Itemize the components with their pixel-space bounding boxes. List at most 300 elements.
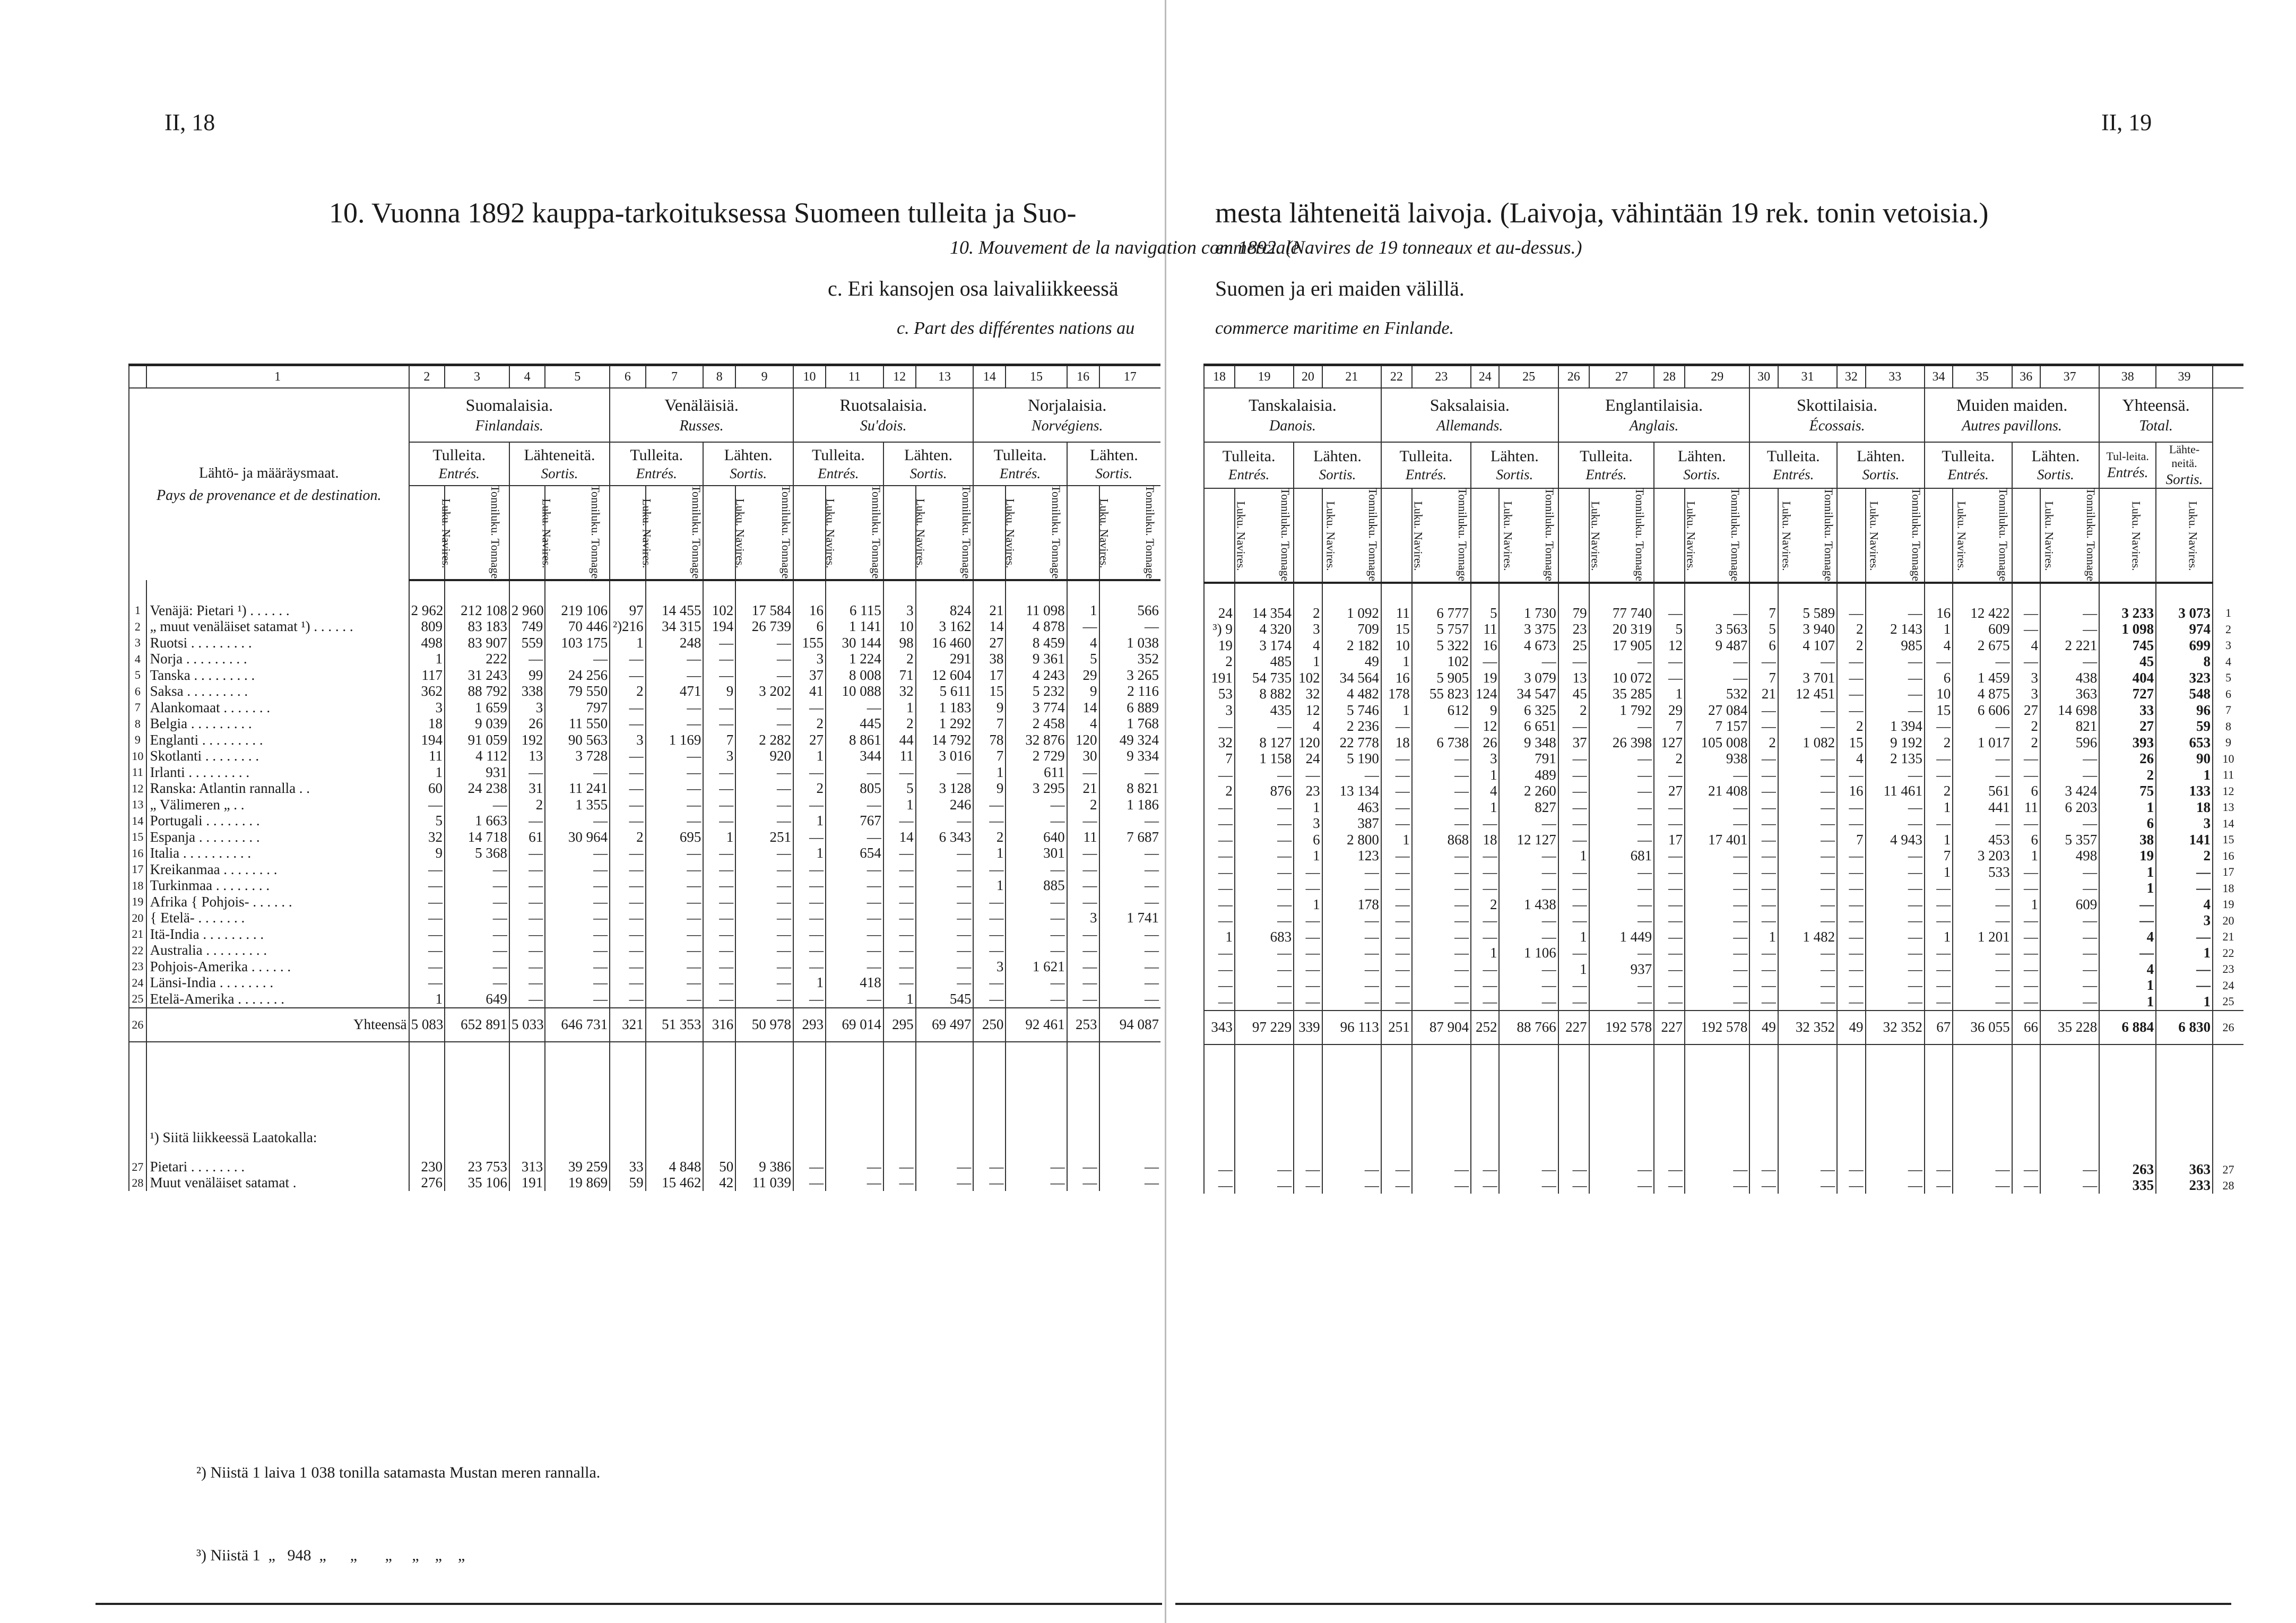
value-cell: 3 174 xyxy=(1235,637,1294,654)
nation-3 xyxy=(973,388,1160,442)
value-cell: 24 256 xyxy=(545,667,610,684)
value-cell: 1 xyxy=(2099,799,2156,816)
sub-tons xyxy=(2156,488,2213,583)
value-cell: 194 xyxy=(409,732,445,748)
value-cell: 1 xyxy=(1925,799,1953,816)
blank-cell xyxy=(646,1042,704,1117)
row-number: 16 xyxy=(129,845,146,862)
col-num-32: 32 xyxy=(1837,365,1865,389)
value-cell: 609 xyxy=(1953,621,2012,638)
value-cell: — xyxy=(1654,799,1685,816)
value-cell: — xyxy=(1589,719,1654,735)
value-cell: — xyxy=(826,700,883,716)
value-cell: 566 xyxy=(1099,602,1160,619)
value-cell: 1 xyxy=(703,829,735,845)
value-cell: — xyxy=(2012,816,2040,832)
value-cell: — xyxy=(445,910,509,927)
value-cell: 561 xyxy=(1953,783,2012,800)
statistics-table-right xyxy=(1203,364,2243,1194)
value-cell: 2 800 xyxy=(1322,832,1381,848)
total-cell: 51 353 xyxy=(646,1008,704,1042)
value-cell: 612 xyxy=(1412,702,1471,719)
blank-cell xyxy=(1837,1044,1865,1119)
value-cell: — xyxy=(793,829,826,845)
row-label: Etelä-Amerika . . . . . . . xyxy=(146,991,409,1008)
value-cell: — xyxy=(1589,767,1654,783)
value-cell: — xyxy=(1685,799,1749,816)
value-cell: 10 xyxy=(1381,637,1412,654)
nation-3-fi: Norjalaisia. xyxy=(1028,395,1107,415)
sub-count-label: Luku. Navires. xyxy=(1234,501,1248,571)
value-cell: 4 112 xyxy=(445,748,509,765)
value-cell: 9 361 xyxy=(1006,651,1067,668)
row-label: Norja . . . . . . . . . xyxy=(146,651,409,668)
value-cell: 2 282 xyxy=(735,732,793,748)
value-cell: 11 xyxy=(1381,605,1412,621)
value-cell: — xyxy=(1558,654,1589,670)
value-cell: — xyxy=(1499,880,1558,897)
value-cell: 1 730 xyxy=(1499,605,1558,621)
gap-cell xyxy=(1294,583,1322,605)
value-cell: — xyxy=(2040,767,2099,783)
value-cell: — xyxy=(1471,848,1499,865)
value-cell: — xyxy=(826,894,883,910)
nation-5-fr: Allemands. xyxy=(1436,417,1503,434)
sub-count xyxy=(509,486,553,580)
value-cell: 4 875 xyxy=(1953,686,2012,703)
value-cell: — xyxy=(793,878,826,894)
col-num-39: 39 xyxy=(2156,365,2213,389)
value-cell: — xyxy=(1558,767,1589,783)
value-cell: 18 xyxy=(1381,735,1412,751)
dir-out-5-fr: Sortis. xyxy=(1496,467,1533,483)
value-cell: 6 xyxy=(2012,783,2040,800)
dir-in-7-fi: Tulleita. xyxy=(1766,447,1820,465)
nation-7-fr: Écossais. xyxy=(1809,417,1865,434)
value-cell: 26 398 xyxy=(1589,735,1654,751)
sub-count xyxy=(1204,488,1248,583)
value-cell: — xyxy=(916,926,974,943)
value-cell: — xyxy=(735,845,793,862)
dir-out-2-fr: Sortis. xyxy=(909,465,947,481)
value-cell: 1 xyxy=(1067,602,1099,619)
value-cell: 805 xyxy=(826,781,883,797)
value-cell: 1 768 xyxy=(1099,716,1160,732)
value-cell: — xyxy=(610,667,645,684)
value-cell: 4 243 xyxy=(1006,667,1067,684)
value-cell: 2 xyxy=(1837,621,1865,638)
value-cell: — xyxy=(1654,929,1685,945)
col-num-1: 1 xyxy=(146,365,409,389)
value-cell: — xyxy=(1778,783,1837,800)
nation-7 xyxy=(1749,388,1924,442)
nation-8 xyxy=(1925,388,2099,442)
value-cell: 10 072 xyxy=(1589,670,1654,686)
value-cell: 21 xyxy=(1067,781,1099,797)
col-num-29: 29 xyxy=(1685,365,1749,389)
value-cell: 14 718 xyxy=(445,829,509,845)
value-cell: 32 876 xyxy=(1006,732,1067,748)
value-cell: 230 xyxy=(409,1159,445,1175)
blank-cell xyxy=(973,1117,1006,1159)
value-cell: — xyxy=(703,635,735,651)
value-cell: — xyxy=(703,764,735,781)
value-cell: 55 823 xyxy=(1412,686,1471,703)
value-cell: — xyxy=(409,910,445,927)
value-cell: 12 xyxy=(1471,719,1499,735)
table-row xyxy=(129,943,1160,959)
value-cell: — xyxy=(1381,767,1412,783)
total-cell: 253 xyxy=(1067,1008,1099,1042)
value-cell: — xyxy=(646,764,704,781)
dir-out-total-fi: Lähte-neitä. xyxy=(2169,443,2200,470)
value-cell: 1 xyxy=(2156,767,2213,783)
col-num-4: 4 xyxy=(509,365,545,389)
value-cell: 44 xyxy=(883,732,916,748)
nation-6 xyxy=(1558,388,1750,442)
value-cell: — xyxy=(1589,913,1654,929)
value-cell: 11 039 xyxy=(735,1175,793,1191)
value-cell: 83 907 xyxy=(445,635,509,651)
value-cell: — xyxy=(1412,1162,1471,1178)
value-cell: 387 xyxy=(1322,816,1381,832)
value-cell: — xyxy=(445,926,509,943)
table-row xyxy=(129,878,1160,894)
value-cell: 37 xyxy=(1558,735,1589,751)
value-cell: 1 xyxy=(2099,978,2156,994)
value-cell: 124 xyxy=(1471,686,1499,703)
dir-out-6-fi: Lähten. xyxy=(1677,447,1726,465)
value-cell: — xyxy=(1749,913,1778,929)
row-number: 8 xyxy=(2213,719,2243,735)
value-cell: — xyxy=(1925,994,1953,1011)
value-cell: — xyxy=(610,748,645,765)
value-cell: 32 xyxy=(883,684,916,700)
value-cell: — xyxy=(1925,654,1953,670)
value-cell: — xyxy=(1749,1178,1778,1194)
value-cell: 1 xyxy=(1558,929,1589,945)
value-cell: 14 354 xyxy=(1235,605,1294,621)
value-cell: — xyxy=(610,926,645,943)
value-cell: 32 xyxy=(1294,686,1322,703)
gap-cell xyxy=(2040,583,2099,605)
sub-tons-label: Tonniluku. Tonnage. xyxy=(488,485,502,582)
value-cell: 3 xyxy=(883,602,916,619)
value-cell: — xyxy=(1322,913,1381,929)
value-cell: — xyxy=(973,813,1006,830)
value-cell: 30 144 xyxy=(826,635,883,651)
value-cell: 876 xyxy=(1235,783,1294,800)
value-cell: — xyxy=(509,959,545,975)
value-cell: 16 xyxy=(793,602,826,619)
value-cell: 38 xyxy=(2099,832,2156,848)
nation-9-fr: Total. xyxy=(2139,417,2173,434)
value-cell: — xyxy=(1412,799,1471,816)
sub-count-label: Luku. Navires. xyxy=(1097,498,1111,568)
value-cell: — xyxy=(1866,978,1925,994)
table-row xyxy=(129,797,1160,813)
col-num-blank xyxy=(129,365,146,389)
value-cell: 3 203 xyxy=(1953,848,2012,865)
value-cell: — xyxy=(545,845,610,862)
value-cell: — xyxy=(445,959,509,975)
value-cell: 6 115 xyxy=(826,602,883,619)
value-cell: — xyxy=(1778,654,1837,670)
table-row xyxy=(1204,978,2243,994)
value-cell: — xyxy=(1235,816,1294,832)
value-cell: — xyxy=(1778,767,1837,783)
value-cell: 14 455 xyxy=(646,602,704,619)
gap-cell xyxy=(1499,583,1558,605)
value-cell: — xyxy=(1204,896,1235,913)
sub-count-label: Luku. Navires. xyxy=(1955,501,1969,571)
value-cell: 16 xyxy=(1837,783,1865,800)
value-cell: — xyxy=(1749,702,1778,719)
col-num-37: 37 xyxy=(2040,365,2099,389)
gap-cell xyxy=(916,580,974,602)
value-cell: — xyxy=(735,781,793,797)
value-cell: 1 621 xyxy=(1006,959,1067,975)
value-cell: 362 xyxy=(409,684,445,700)
gap-cell xyxy=(1925,583,1953,605)
row-number: 28 xyxy=(129,1175,146,1191)
value-cell: 352 xyxy=(1099,651,1160,668)
value-cell: — xyxy=(1925,1178,1953,1194)
row-number: 17 xyxy=(129,861,146,878)
row-number: 24 xyxy=(129,975,146,991)
value-cell: — xyxy=(1778,1178,1837,1194)
sub-tons-label: Tonniluku. Tonnage. xyxy=(1050,485,1063,582)
table-row xyxy=(1204,637,2243,654)
value-cell: — xyxy=(973,894,1006,910)
value-cell: — xyxy=(646,861,704,878)
value-cell: 6 xyxy=(1925,670,1953,686)
col-num-19: 19 xyxy=(1235,365,1294,389)
value-cell: 4 xyxy=(1925,637,1953,654)
value-cell: — xyxy=(1067,1159,1099,1175)
value-cell: — xyxy=(409,959,445,975)
value-cell: — xyxy=(973,910,1006,927)
table-row xyxy=(1204,832,2243,848)
row-label: Portugali . . . . . . . . xyxy=(146,813,409,830)
value-cell: 7 xyxy=(1925,848,1953,865)
value-cell: — xyxy=(1685,929,1749,945)
value-cell: 19 xyxy=(1471,670,1499,686)
value-cell: — xyxy=(1953,913,2012,929)
blank-cell xyxy=(793,1042,826,1117)
value-cell: — xyxy=(703,700,735,716)
value-cell: 1 438 xyxy=(1499,896,1558,913)
sub-count xyxy=(1294,488,1338,583)
value-cell: 338 xyxy=(509,684,545,700)
value-cell: 3 xyxy=(2012,686,2040,703)
dir-in-4-fr: Entrés. xyxy=(1228,467,1270,483)
sub-tons-label: Tonniluku. Tonnage. xyxy=(779,485,793,582)
value-cell: 1 092 xyxy=(1322,605,1381,621)
value-cell: — xyxy=(1067,764,1099,781)
row-label: „ muut venäläiset satamat ¹) . . . . . . xyxy=(146,619,409,635)
value-cell: — xyxy=(1381,880,1412,897)
value-cell: 276 xyxy=(409,1175,445,1191)
sub-tons-label: Tonniluku. Tonnage. xyxy=(1822,488,1835,585)
value-cell: 2 729 xyxy=(1006,748,1067,765)
value-cell: 12 xyxy=(1294,702,1322,719)
value-cell: 1 xyxy=(973,845,1006,862)
value-cell: — xyxy=(1204,913,1235,929)
value-cell: 683 xyxy=(1235,929,1294,945)
value-cell: 1 394 xyxy=(1866,719,1925,735)
nation-1 xyxy=(610,388,793,442)
value-cell: 709 xyxy=(1322,621,1381,638)
value-cell: — xyxy=(1006,991,1067,1008)
value-cell: 609 xyxy=(2040,896,2099,913)
dir-out-7-fi: Lähten. xyxy=(1857,447,1905,465)
col-num-9: 9 xyxy=(735,365,793,389)
value-cell: — xyxy=(1749,751,1778,767)
value-cell: 194 xyxy=(703,619,735,635)
value-cell: — xyxy=(1866,848,1925,865)
value-cell: 2 236 xyxy=(1322,719,1381,735)
value-cell: 4 107 xyxy=(1778,637,1837,654)
value-cell: 29 xyxy=(1067,667,1099,684)
table-row xyxy=(129,602,1160,619)
value-cell: 1 xyxy=(883,797,916,813)
row-number: 28 xyxy=(2213,1178,2243,1194)
value-cell: 21 xyxy=(1749,686,1778,703)
value-cell: — xyxy=(1294,767,1322,783)
value-cell: — xyxy=(610,959,645,975)
value-cell: — xyxy=(1866,767,1925,783)
value-cell: 3 728 xyxy=(545,748,610,765)
value-cell: — xyxy=(445,878,509,894)
total-cell: 192 578 xyxy=(1685,1011,1749,1044)
gap-cell xyxy=(1099,580,1160,602)
gap-cell xyxy=(973,580,1006,602)
value-cell: — xyxy=(1866,686,1925,703)
value-cell: 8 459 xyxy=(1006,635,1067,651)
total-cell: 94 087 xyxy=(1099,1008,1160,1042)
value-cell: — xyxy=(1654,961,1685,978)
value-cell: 323 xyxy=(2156,670,2213,686)
value-cell: — xyxy=(2012,864,2040,880)
value-cell: 2 xyxy=(1749,735,1778,751)
value-cell: 1 106 xyxy=(1499,945,1558,962)
value-cell: — xyxy=(793,991,826,1008)
value-cell: — xyxy=(916,910,974,927)
blank-cell xyxy=(1778,1119,1837,1162)
value-cell: 3 xyxy=(409,700,445,716)
row-number: 22 xyxy=(129,943,146,959)
value-cell: — xyxy=(916,764,974,781)
value-cell: 1 792 xyxy=(1589,702,1654,719)
blank-cell xyxy=(2213,1119,2243,1162)
dir-out-5-fi: Lähten. xyxy=(1491,447,1539,465)
blank-cell xyxy=(1204,1044,1235,1119)
blank-cell xyxy=(1499,1119,1558,1162)
value-cell: — xyxy=(445,797,509,813)
value-cell: 5 190 xyxy=(1322,751,1381,767)
value-cell: — xyxy=(1412,994,1471,1011)
value-cell: — xyxy=(445,975,509,991)
table-row xyxy=(1204,605,2243,621)
table-row xyxy=(1204,945,2243,962)
blank-cell xyxy=(445,1042,509,1117)
value-cell: 2 xyxy=(1837,719,1865,735)
footnote-2: ²) Niistä 1 laiva 1 038 tonilla satamasta Mustan meren rannalla. xyxy=(196,1464,601,1481)
value-cell: 5 xyxy=(1654,621,1685,638)
value-cell: — xyxy=(646,667,704,684)
value-cell: 11 xyxy=(409,748,445,765)
value-cell: — xyxy=(1235,832,1294,848)
value-cell: — xyxy=(1685,896,1749,913)
value-cell: — xyxy=(1235,1162,1294,1178)
value-cell: — xyxy=(545,959,610,975)
value-cell: 1 xyxy=(2099,994,2156,1011)
value-cell: 191 xyxy=(1204,670,1235,686)
dir-in-total-fr: Entrés. xyxy=(2107,464,2148,480)
sub-count xyxy=(883,486,928,580)
value-cell: — xyxy=(1471,816,1499,832)
value-cell: — xyxy=(1558,1162,1589,1178)
value-cell: — xyxy=(735,716,793,732)
value-cell: — xyxy=(793,910,826,927)
value-cell: 31 243 xyxy=(445,667,509,684)
value-cell: — xyxy=(793,764,826,781)
value-cell: 2 143 xyxy=(1866,621,1925,638)
value-cell: — xyxy=(1866,961,1925,978)
value-cell: 12 xyxy=(1654,637,1685,654)
value-cell: 1 xyxy=(2156,945,2213,962)
value-cell: — xyxy=(703,813,735,830)
value-cell: 21 xyxy=(973,602,1006,619)
value-cell: — xyxy=(545,764,610,781)
dir-out-4 xyxy=(1294,442,1381,488)
value-cell: 3 xyxy=(703,748,735,765)
value-cell: 3 xyxy=(2012,670,2040,686)
value-cell: — xyxy=(1471,1162,1499,1178)
gap-cell xyxy=(1866,583,1925,605)
note-label: ¹) Siitä liikkeessä Laatokalla: xyxy=(146,1117,409,1159)
value-cell: 1 482 xyxy=(1778,929,1837,945)
value-cell: — xyxy=(1837,654,1865,670)
blank-cell xyxy=(445,1117,509,1159)
value-cell: 4 xyxy=(2156,896,2213,913)
value-cell: 42 xyxy=(703,1175,735,1191)
value-cell: — xyxy=(1953,816,2012,832)
value-cell: — xyxy=(1204,1162,1235,1178)
value-cell: 8 861 xyxy=(826,732,883,748)
total-cell: 32 352 xyxy=(1866,1011,1925,1044)
value-cell: 219 106 xyxy=(545,602,610,619)
value-cell: — xyxy=(1204,945,1235,962)
value-cell: — xyxy=(1558,783,1589,800)
value-cell: — xyxy=(1067,878,1099,894)
value-cell: — xyxy=(1471,929,1499,945)
value-cell: 749 xyxy=(509,619,545,635)
value-cell: — xyxy=(1778,719,1837,735)
value-cell: — xyxy=(1654,945,1685,962)
value-cell: — xyxy=(1204,719,1235,735)
col-num-18: 18 xyxy=(1204,365,1235,389)
value-cell: 985 xyxy=(1866,637,1925,654)
value-cell: 5 xyxy=(1749,621,1778,638)
sub-tons-label: Tonniluku. Tonnage. xyxy=(689,485,703,582)
value-cell: — xyxy=(1412,783,1471,800)
value-cell: — xyxy=(703,959,735,975)
total-number: 26 xyxy=(2213,1011,2243,1044)
value-cell: — xyxy=(1471,864,1499,880)
sub-tons xyxy=(445,486,509,580)
